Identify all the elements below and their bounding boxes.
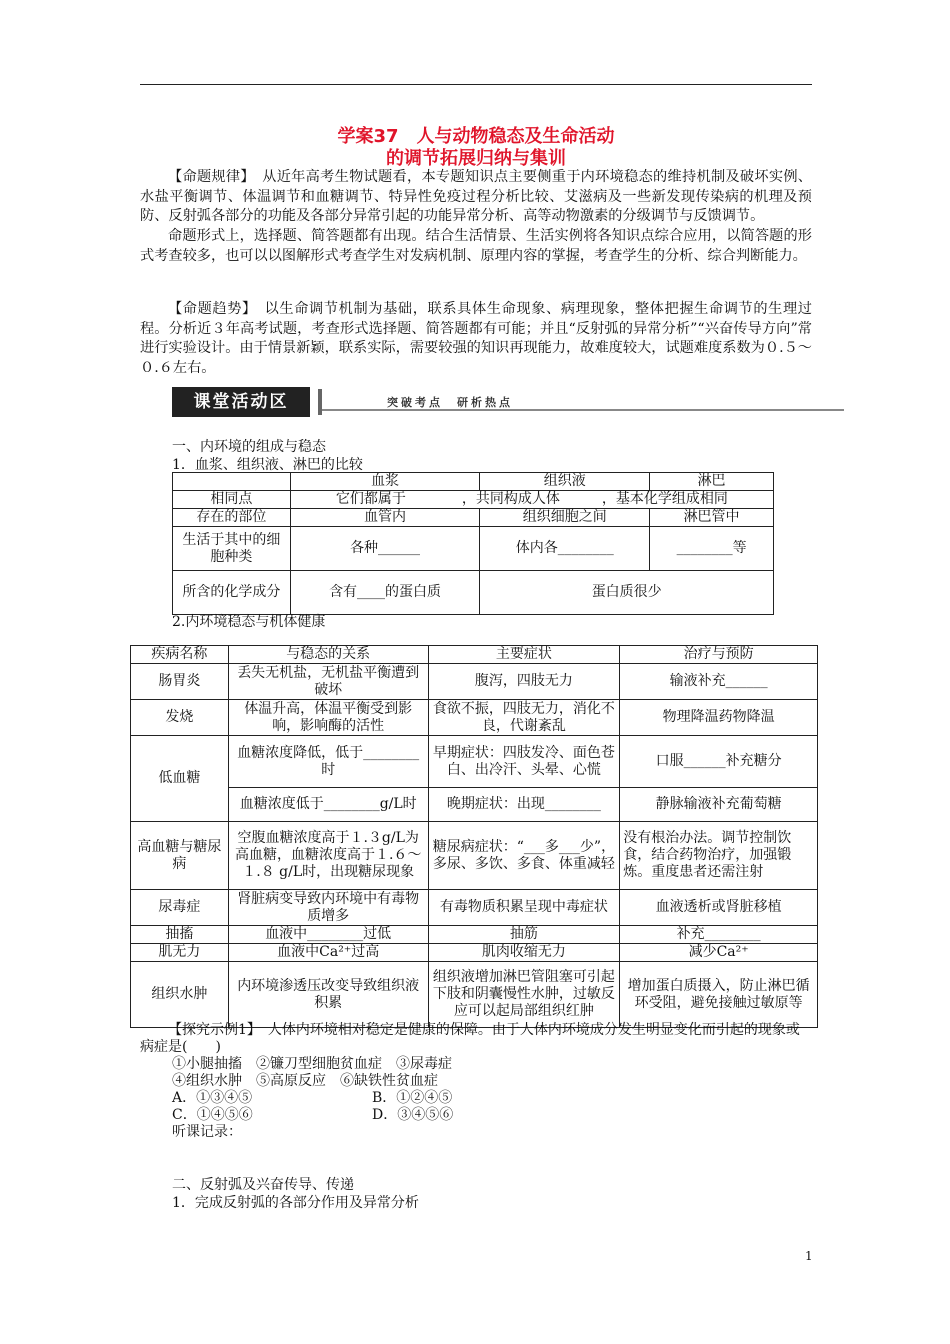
title-line-1: 学案37 人与动物稳态及生命活动 bbox=[337, 126, 615, 147]
fluid-comparison-table bbox=[172, 472, 774, 615]
table1-cell: 组织细胞之间 bbox=[480, 509, 650, 527]
table2-cell: 没有根治办法。调节控制饮食，结合药物治疗，加强锻炼。重度患者还需注射 bbox=[620, 822, 818, 890]
table2-cell: 内环境渗透压改变导致组织液积累 bbox=[228, 962, 428, 1028]
table2-head: 治疗与预防 bbox=[620, 646, 818, 664]
table2-cell: 早期症状：四肢发冷、面色苍白、出冷汗、头晕、心慌 bbox=[428, 736, 620, 788]
table2-cell: 尿毒症 bbox=[131, 890, 229, 926]
title-line-2: 的调节拓展归纳与集训 bbox=[386, 148, 566, 169]
table1-cell: ________等 bbox=[650, 527, 774, 571]
table2-cell: 食欲不振，四肢无力，消化不良，代谢紊乱 bbox=[428, 700, 620, 736]
table1-head-empty bbox=[173, 473, 291, 491]
table1-cell: 它们都属于 ，共同构成人体 ，基本化学组成相同 bbox=[290, 491, 773, 509]
option-b: B．①②④⑤ bbox=[372, 1090, 453, 1106]
intro-form-paragraph: 命题形式上，选择题、简答题都有出现。结合生活情景、生活实例将各知识点综合应用，以简答题的形式考查较多，也可以以图解形式考查学生对发病机制、原理内容的掌握，考查学生的分析、综合判断能力。 bbox=[140, 228, 812, 264]
table1-cell: 体内各________ bbox=[480, 527, 650, 571]
option-d: D．③④⑤⑥ bbox=[372, 1107, 454, 1123]
table2-cell: 有毒物质积累呈现中毒症状 bbox=[428, 890, 620, 926]
table2-head: 主要症状 bbox=[428, 646, 620, 664]
table2-cell: 血糖浓度降低，低于________时 bbox=[228, 736, 428, 788]
table2-cell: 血液中Ca²⁺过高 bbox=[228, 944, 428, 962]
banner-divider bbox=[318, 389, 322, 415]
table2-cell: 增加蛋白质摄入，防止淋巴循环受阻，避免接触过敏原等 bbox=[620, 962, 818, 1028]
table1-head-plasma: 血浆 bbox=[290, 473, 480, 491]
table2-cell: 口服______补充糖分 bbox=[620, 736, 818, 788]
option-c: C．①④⑤⑥ bbox=[172, 1107, 253, 1123]
table1-cell: 含有____的蛋白质 bbox=[290, 571, 480, 615]
table2-head: 疾病名称 bbox=[131, 646, 229, 664]
table2-cell: 肌无力 bbox=[131, 944, 229, 962]
table2-cell: 减少Ca²⁺ bbox=[620, 944, 818, 962]
section-1-subheading: 1．血浆、组织液、淋巴的比较 bbox=[172, 457, 363, 473]
table2-cell: 高血糖与糖尿病 bbox=[131, 822, 229, 890]
table2-cell: 糖尿病症状：“___多___少”，多尿、多饮、多食、体重减轻 bbox=[428, 822, 620, 890]
table1-head-tissue-fluid: 组织液 bbox=[480, 473, 650, 491]
table2-cell: 输液补充______ bbox=[620, 664, 818, 700]
table1-cell: 蛋白质很少 bbox=[480, 571, 774, 615]
table2-cell: 抽筋 bbox=[428, 926, 620, 944]
table2-cell: 丢失无机盐，无机盐平衡遭到破坏 bbox=[228, 664, 428, 700]
intro-rule-paragraph: 【命题规律】 从近年高考生物试题看，本专题知识点主要侧重于内环境稳态的维持机制及破坏实例、水盐平衡调节、体温调节和血糖调节、特异性免疫过程分析比较、艾滋病及一些新发现传染病的机理及预防、反射弧各部分的功能及各部分异常引起的功能异常分析、高等动物激素的分级调节与反馈调节。 bbox=[140, 169, 812, 224]
intro-trend-paragraph: 【命题趋势】 以生命调节机制为基础，联系具体生命现象、病理现象，整体把握生命调节的生理过程。分析近３年高考试题，考查形式选择题、简答题都有可能；并且“反射弧的异常分析”“兴奋传导方向”常进行实验设计。由于情景新颖，联系实际，需要较强的知识再现能力，故难度较大，试题难度系数为０.５～０.６左右。 bbox=[140, 301, 812, 376]
disease-table bbox=[130, 645, 818, 1028]
table1-head-lymph: 淋巴 bbox=[650, 473, 774, 491]
table1-cell: 血管内 bbox=[290, 509, 480, 527]
table1-cell: 各种______ bbox=[290, 527, 480, 571]
table2-cell: 晚期症状：出现________ bbox=[428, 788, 620, 822]
table2-cell: 血液透析或肾脏移植 bbox=[620, 890, 818, 926]
option-a: A．①③④⑤ bbox=[172, 1090, 253, 1106]
table2-cell: 组织水肿 bbox=[131, 962, 229, 1028]
table2-cell: 腹泻，四肢无力 bbox=[428, 664, 620, 700]
page-number: 1 bbox=[805, 1249, 813, 1263]
section-3-subheading: 1．完成反射弧的各部分作用及异常分析 bbox=[172, 1195, 419, 1211]
table2-cell: 血糖浓度低于________g/L时 bbox=[228, 788, 428, 822]
banner-subtitle: 突破考点 研析热点 bbox=[387, 396, 513, 409]
table2-cell: 肠胃炎 bbox=[131, 664, 229, 700]
table2-head: 与稳态的关系 bbox=[228, 646, 428, 664]
example-stem: 【探究示例1】 人体内环境相对稳定是健康的保障。由于人体内环境成分发生明显变化而引起的现象或病症是( ) bbox=[140, 1022, 800, 1055]
lecture-notes-label: 听课记录： bbox=[172, 1124, 242, 1140]
top-rule bbox=[140, 84, 812, 85]
table2-cell: 组织液增加淋巴管阻塞可引起下肢和阴囊慢性水肿，过敏反应可以起局部组织红肿 bbox=[428, 962, 620, 1028]
table2-cell: 物理降温药物降温 bbox=[620, 700, 818, 736]
table2-cell: 体温升高，体温平衡受到影响，影响酶的活性 bbox=[228, 700, 428, 736]
table2-cell: 空腹血糖浓度高于１.３g/L为高血糖，血糖浓度高于１.６～１.８ g/L时，出现糖尿现象 bbox=[228, 822, 428, 890]
table2-cell: 静脉输液补充葡萄糖 bbox=[620, 788, 818, 822]
section-3-heading: 二、反射弧及兴奋传导、传递 bbox=[172, 1177, 354, 1193]
section-banner bbox=[172, 387, 844, 421]
table2-cell: 血液中________过低 bbox=[228, 926, 428, 944]
table1-cell: 所含的化学成分 bbox=[173, 571, 291, 615]
table2-cell: 低血糖 bbox=[131, 736, 229, 822]
example-items-2: ④组织水肿 ⑤高原反应 ⑥缺铁性贫血症 bbox=[172, 1073, 438, 1089]
section-2-heading: 2.内环境稳态与机体健康 bbox=[172, 614, 326, 630]
table2-cell: 补充________ bbox=[620, 926, 818, 944]
table1-cell: 相同点 bbox=[173, 491, 291, 509]
table1-cell: 淋巴管中 bbox=[650, 509, 774, 527]
table2-cell: 肾脏病变导致内环境中有毒物质增多 bbox=[228, 890, 428, 926]
table1-cell: 生活于其中的细胞种类 bbox=[173, 527, 291, 571]
table2-cell: 发烧 bbox=[131, 700, 229, 736]
example-items-1: ①小腿抽搐 ②镰刀型细胞贫血症 ③尿毒症 bbox=[172, 1056, 452, 1072]
banner-label: 课堂活动区 bbox=[172, 387, 310, 417]
table2-cell: 抽搐 bbox=[131, 926, 229, 944]
section-1-heading: 一、内环境的组成与稳态 bbox=[172, 439, 326, 455]
table1-cell: 存在的部位 bbox=[173, 509, 291, 527]
table2-cell: 肌肉收缩无力 bbox=[428, 944, 620, 962]
